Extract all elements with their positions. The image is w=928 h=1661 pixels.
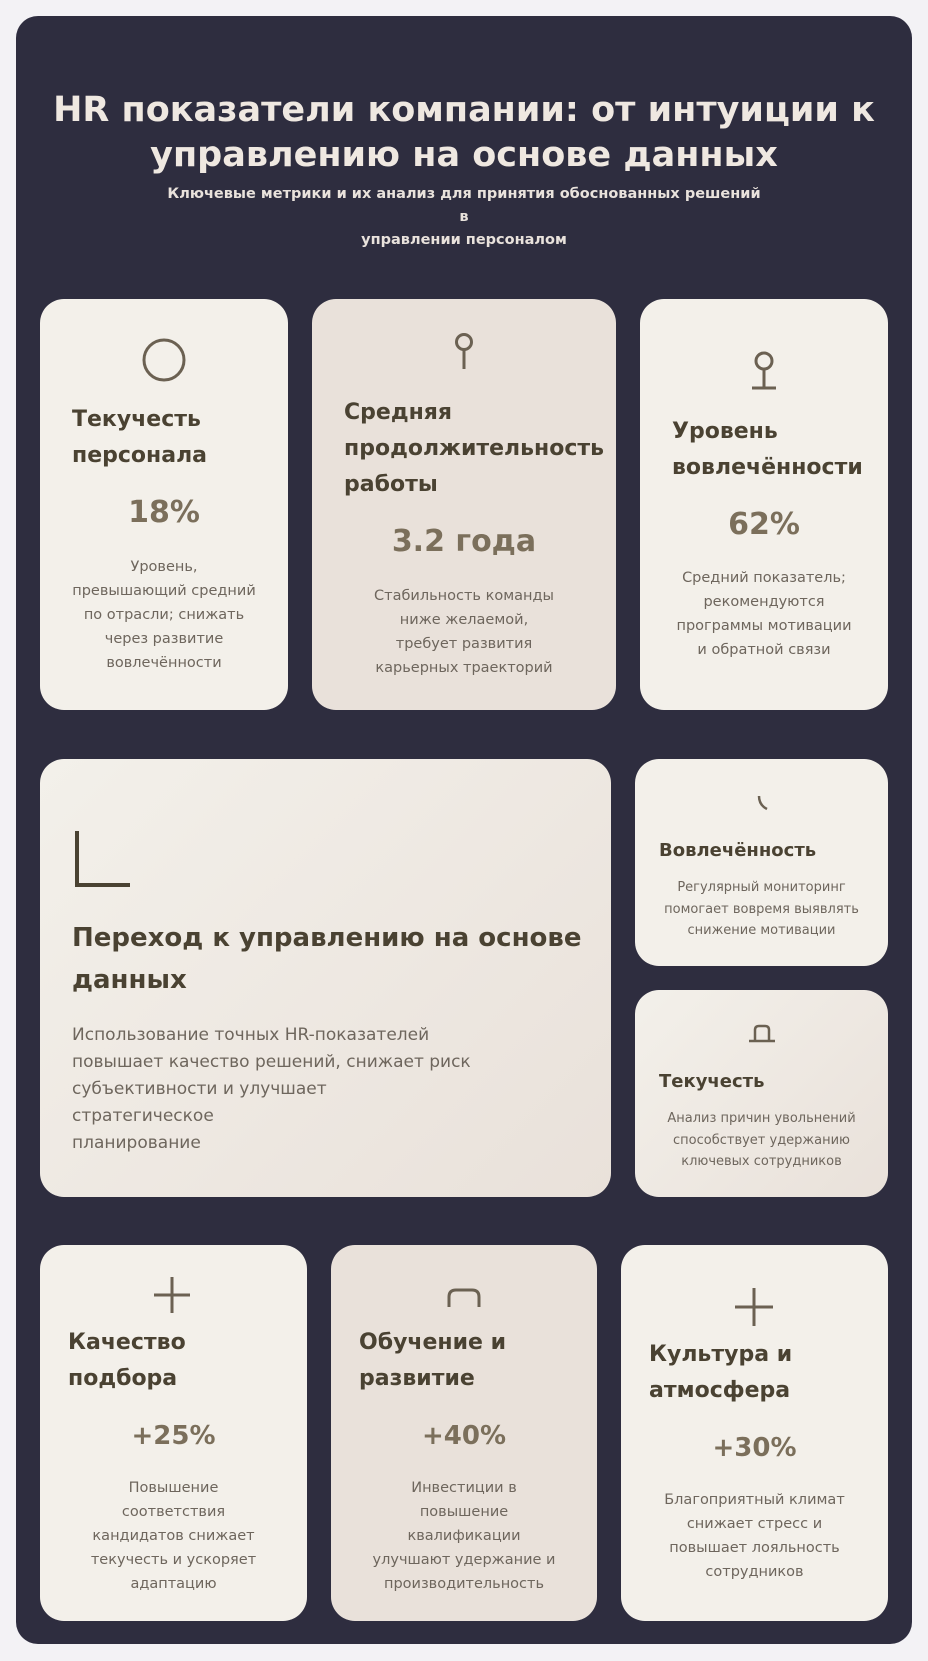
metric-description: Средний показатель; рекомендуются программы мотивации и обратной связи bbox=[676, 570, 852, 658]
growth-title: Обучение и развитие bbox=[359, 1330, 507, 1391]
corner-icon bbox=[74, 831, 132, 889]
plus-icon bbox=[734, 1287, 774, 1327]
side-card-description: Регулярный мониторинг помогает вовремя выявлять снижение мотивации bbox=[664, 880, 859, 938]
arc-icon bbox=[757, 795, 771, 811]
side-card-description: Анализ причин увольнений способствует удержанию ключевых сотрудников bbox=[667, 1111, 856, 1169]
metric-value: 3.2 года bbox=[391, 524, 537, 559]
person-icon bbox=[750, 351, 778, 391]
side-card-title: Текучесть bbox=[659, 1071, 765, 1092]
growth-description: Повышение соответствия кандидатов снижает текучесть и ускоряет адаптацию bbox=[90, 1480, 257, 1592]
feature-title: Переход к управлению на основе данных bbox=[72, 923, 582, 995]
growth-description: Инвестиции в повышение квалификации улучшают удержание и производительность bbox=[372, 1480, 556, 1592]
growth-title: Качество подбора bbox=[68, 1330, 186, 1391]
growth-card-training bbox=[331, 1245, 597, 1621]
metric-value: 62% bbox=[728, 507, 800, 542]
gate-icon bbox=[748, 1024, 776, 1044]
pin-icon bbox=[452, 333, 476, 371]
metric-title: Средняя продолжительность работы bbox=[344, 400, 605, 497]
metric-title: Уровень вовлечённости bbox=[672, 419, 863, 480]
metric-card-engagement bbox=[640, 299, 888, 710]
metric-description: Стабильность команды ниже желаемой, требует развития карьерных траекторий bbox=[374, 588, 554, 676]
side-card-engagement bbox=[635, 759, 888, 966]
growth-value: +30% bbox=[712, 1433, 797, 1463]
plus-icon bbox=[153, 1276, 191, 1314]
circle-icon bbox=[140, 336, 188, 384]
growth-card-hiring bbox=[40, 1245, 307, 1621]
metric-card-turnover bbox=[40, 299, 288, 710]
growth-description: Благоприятный климат снижает стресс и повышает лояльность сотрудников bbox=[664, 1492, 845, 1580]
metric-value: 18% bbox=[128, 495, 200, 530]
growth-value: +25% bbox=[131, 1421, 216, 1451]
page-title: HR показатели компании: от интуиции к управлению на основе данных bbox=[53, 90, 875, 175]
growth-title: Культура и атмосфера bbox=[649, 1342, 793, 1403]
feature-description: Использование точных HR-показателей повышает качество решений, снижает риск субъективности и улучшает стратегическое планирование bbox=[72, 1025, 471, 1153]
page-subtitle: Ключевые метрики и их анализ для принятия обоснованных решений в управлении персоналом bbox=[167, 186, 761, 248]
growth-card-culture bbox=[621, 1245, 888, 1621]
feature-card bbox=[40, 759, 611, 1197]
side-card-title: Вовлечённость bbox=[659, 840, 817, 861]
metric-card-tenure bbox=[312, 299, 616, 710]
metric-title: Текучесть персонала bbox=[72, 407, 208, 468]
metric-description: Уровень, превышающий средний по отрасли; снижать через развитие вовлечённости bbox=[72, 559, 256, 671]
side-card-turnover bbox=[635, 990, 888, 1197]
arch-icon bbox=[447, 1288, 481, 1308]
growth-value: +40% bbox=[421, 1421, 507, 1451]
